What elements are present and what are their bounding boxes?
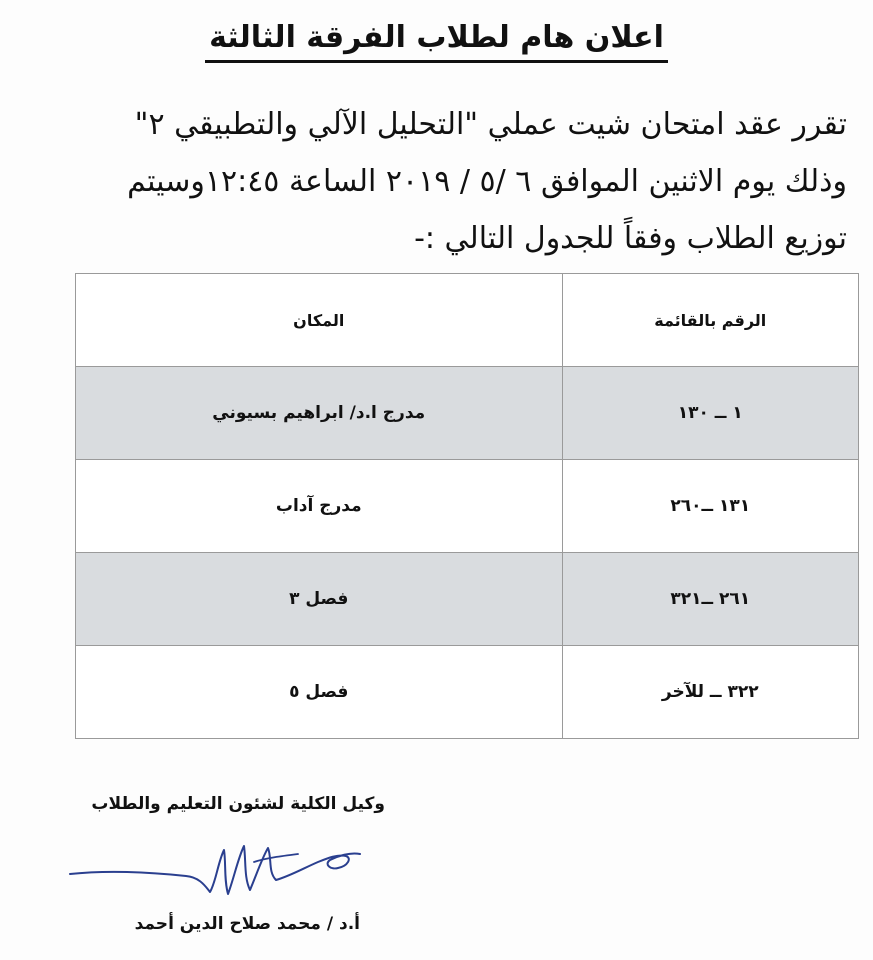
signatory-role: وكيل الكلية لشئون التعليم والطلاب [91,794,385,814]
table-row [76,460,859,553]
distribution-table [75,273,859,739]
announcement-line-3: توزيع الطلاب وفقاً للجدول التالي :- [414,221,847,256]
signatory-name: أ.د / محمد صلاح الدين أحمد [134,914,360,934]
table-row [76,646,859,739]
handwritten-signature [68,832,368,902]
header-location: المكان [76,274,563,367]
range-cell: ٣٢٢ ــ للآخر [562,646,859,739]
range-cell: ٢٦١ ــ٣٢١ [562,553,859,646]
location-cell: مدرج آداب [76,460,563,553]
signature-block [40,790,400,950]
location-cell: فصل ٥ [76,646,563,739]
announcement-line-2: وذلك يوم الاثنين الموافق ٦ /٥ / ٢٠١٩ الساعة ١٢:٤٥وسيتم [127,164,847,199]
announcement-line-1: تقرر عقد امتحان شيت عملي "التحليل الآلي والتطبيقي ٢" [134,107,847,142]
announcement-title-container [0,14,873,63]
location-cell: مدرج ا.د/ ابراهيم بسيوني [76,367,563,460]
table-row [76,553,859,646]
range-cell: ١ ــ ١٣٠ [562,367,859,460]
announcement-body [17,96,847,267]
header-list-number: الرقم بالقائمة [562,274,859,367]
table-row [76,367,859,460]
location-cell: فصل ٣ [76,553,563,646]
announcement-title: اعلان هام لطلاب الفرقة الثالثة [205,18,668,63]
table-header-row [76,274,859,367]
range-cell: ١٣١ ــ٢٦٠ [562,460,859,553]
